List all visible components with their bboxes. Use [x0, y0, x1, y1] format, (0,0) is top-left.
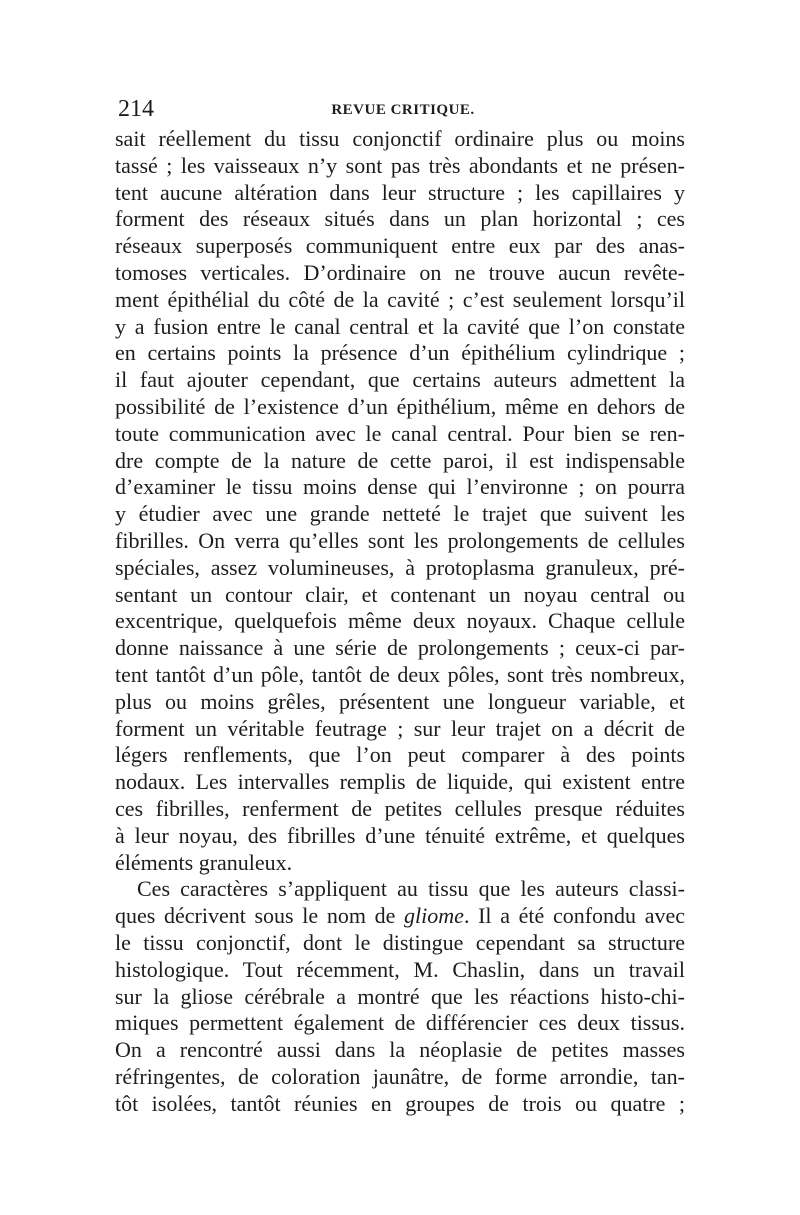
text-line: fibrilles. On verra qu’elles sont les prolongements de cellules: [115, 527, 685, 553]
text-line: y étudier avec une grande netteté le trajet que suivent les: [115, 501, 685, 527]
text-line: en certains points la présence d’un épithélium cylindrique ;: [115, 340, 685, 366]
text-line: le tissu conjonctif, dont le distingue cependant sa structure: [115, 929, 685, 955]
running-title: REVUE CRITIQUE.: [331, 102, 475, 118]
text-line-with-italic: [115, 903, 685, 930]
text-line: sait réellement du tissu conjonctif ordinaire plus ou moins: [115, 126, 685, 151]
text-line: ces fibrilles, renferment de petites cellules presque réduites: [115, 795, 685, 821]
text-line: forment des réseaux situés dans un plan horizontal ; ces: [115, 206, 685, 232]
text-line: y a fusion entre le canal central et la cavité que l’on constate: [115, 313, 685, 339]
text-line: sentant un contour clair, et contenant un noyau central ou: [115, 581, 685, 607]
text-line: réfringentes, de coloration jaunâtre, de forme arrondie, tan-: [115, 1063, 685, 1089]
text-line: éléments granuleux.: [115, 849, 293, 875]
text-line: histologique. Tout récemment, M. Chaslin, dans un travail: [115, 956, 685, 982]
page-number: 214: [118, 96, 154, 122]
text-line: réseaux superposés communiquent entre eux par des anas-: [115, 233, 685, 259]
text-line: forment un véritable feutrage ; sur leur trajet on a décrit de: [115, 715, 685, 741]
text-line: donne naissance à une série de prolongements ; ceux-ci par-: [115, 635, 685, 661]
text-segment: . Il a été confondu avec: [463, 903, 685, 929]
text-line: plus ou moins grêles, présentent une longueur variable, et: [115, 688, 685, 714]
text-line: spéciales, assez volumineuses, à protoplasma granuleux, pré-: [115, 554, 685, 580]
text-line: tassé ; les vaisseaux n’y sont pas très abondants et ne présen-: [115, 152, 685, 178]
text-line: dre compte de la nature de cette paroi, il est indispensable: [115, 447, 685, 473]
text-line: tomoses verticales. D’ordinaire on ne trouve aucun revête-: [115, 259, 685, 285]
text-line: tent aucune altération dans leur structure ; les capillaires y: [115, 179, 685, 205]
italic-term: gliome: [404, 903, 464, 929]
text-line: légers renflements, que l’on peut comparer à des points: [115, 742, 685, 768]
text-line: nodaux. Les intervalles remplis de liquide, qui existent entre: [115, 769, 685, 795]
body-text: [115, 126, 685, 1117]
page-header: [118, 96, 688, 126]
text-line: d’examiner le tissu moins dense qui l’environne ; on pourra: [115, 474, 685, 500]
text-line: il faut ajouter cependant, que certains auteurs admettent la: [115, 367, 685, 393]
text-line: toute communication avec le canal central. Pour bien se ren-: [115, 420, 685, 446]
text-line: ment épithélial du côté de la cavité ; c’est seulement lorsqu’il: [115, 286, 685, 312]
text-line: sur la gliose cérébrale a montré que les réactions histo-chi-: [115, 983, 685, 1009]
paragraph-start-line: Ces caractères s’appliquent au tissu que les auteurs classi-: [137, 876, 685, 902]
text-line: miques permettent également de différencier ces deux tissus.: [115, 1010, 685, 1036]
text-line: tôt isolées, tantôt réunies en groupes de trois ou quatre ;: [115, 1090, 685, 1116]
text-line: à leur noyau, des fibrilles d’une ténuité extrême, et quelques: [115, 822, 685, 848]
text-line: On a rencontré aussi dans la néoplasie de petites masses: [115, 1037, 685, 1063]
text-line: tent tantôt d’un pôle, tantôt de deux pôles, sont très nombreux,: [115, 661, 685, 687]
text-line: excentrique, quelquefois même deux noyaux. Chaque cellule: [115, 608, 685, 634]
text-line: possibilité de l’existence d’un épithélium, même en dehors de: [115, 393, 685, 419]
text-segment: ques décrivent sous le nom de: [115, 903, 405, 929]
